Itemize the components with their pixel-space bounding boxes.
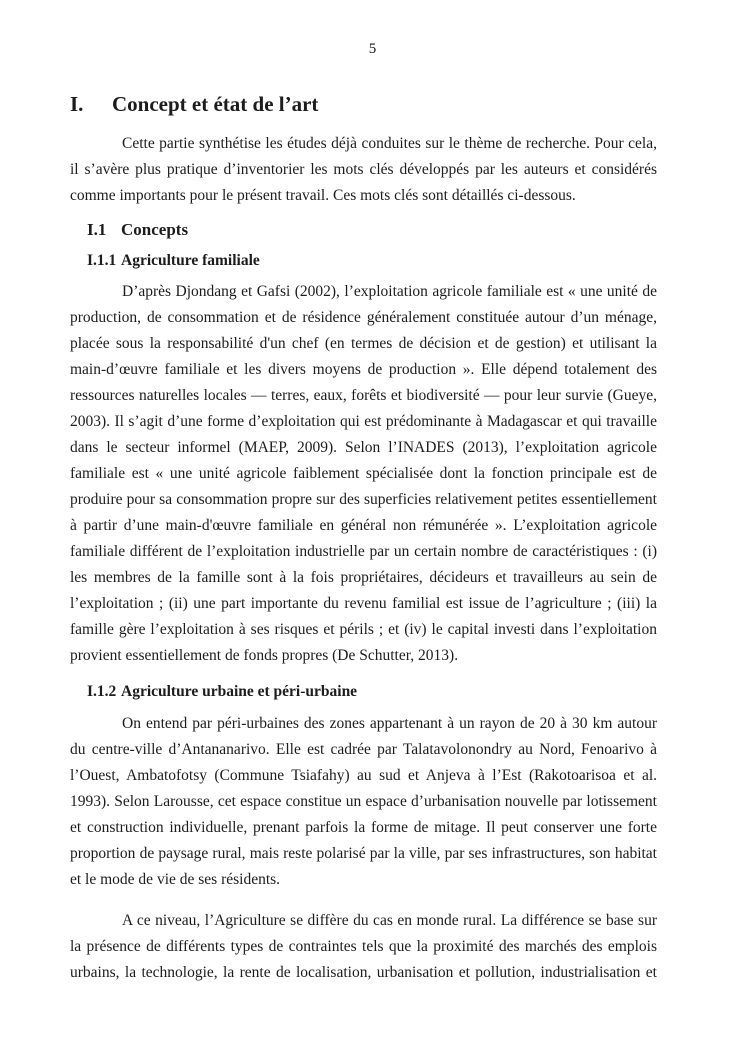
page-number: 5: [368, 41, 377, 57]
chapter-number: I.: [70, 92, 84, 116]
subsection-title: Agriculture urbaine et péri-urbaine: [121, 683, 358, 700]
chapter-title: Concept et état de l’art: [112, 92, 319, 116]
subsection-title: Agriculture familiale: [121, 252, 260, 269]
intro-paragraph: Cette partie synthétise les études déjà conduites sur le thème de recherche. Pour cela, il s’avère plus pratique d’inventorier les mots clés développés par les auteurs et considérés comme importants pour le présent travail. Ces mots clés sont détaillés ci-dessous.: [70, 135, 657, 204]
section-number: I.1: [87, 220, 107, 239]
body-paragraph-peri-urbaine: On entend par péri-urbaines des zones appartenant à un rayon de 20 à 30 km autour du centre-ville d’Antananarivo. Elle est cadrée par Talatavolonondry au Nord, Fenoarivo à l’Ouest, Ambatofotsy (Commune Tsiafahy) au sud et Anjeva à l’Est (Rakotoarisoa et al. 1993). Selon Larousse, cet espace constitue un espace d’urbanisation nouvelle par lotissement et construction individuelle, prenant parfois la forme de mitage. Il peut conserver une forte proportion de paysage rural, mais reste polarisé par la ville, par ses infrastructures, son habitat et le mode de vie de ses résidents.: [70, 715, 657, 888]
chapter-heading: [70, 92, 657, 117]
section-heading: [87, 219, 657, 241]
body-paragraph-difference: A ce niveau, l’Agriculture se diffère du cas en monde rural. La différence se base sur la présence de différents types de contraintes tels que la proximité des marchés des emplois urbains, la technologie, la rente de localisation, urbanisation et pollution, industrialisation et: [70, 912, 657, 981]
subsection-heading-2: [87, 682, 657, 702]
subsection-number: I.1.2: [87, 683, 117, 700]
body-paragraph-agriculture-familiale: D’après Djondang et Gafsi (2002), l’exploitation agricole familiale est « une unité de production, de consommation et de résidence généralement constituée autour d’un ménage, placée sous la responsabilité d'un chef (en termes de décision et de gestion) et utilisant la main-d’œuvre familiale et les divers moyens de production ». Elle dépend totalement des ressources naturelles locales — terres, eaux, forêts et biodiversité — pour leur survie (Gueye, 2003). Il s’agit d’une forme d’exploitation qui est prédominante à Madagascar et qui travaille dans le secteur informel (MAEP, 2009). Selon l’INADES (2013), l’exploitation agricole familiale est « une unité agricole faiblement spécialisée dont la fonction principale est de produire pour sa consommation propre sur des superficies relativement petites essentiellement à partir d’une main-d'œuvre familiale en général non rémunérée ». L’exploitation agricole familiale différent de l’exploitation industrielle par un certain nombre de caractéristiques : (i) les membres de la famille sont à la fois propriétaires, décideurs et travailleurs au sein de l’exploitation ; (ii) une part importante du revenu familial est issue de l’agriculture ; (iii) la famille gère l’exploitation à ses risques et périls ; et (iv) le capital investi dans l’exploitation provient essentiellement de fonds propres (De Schutter, 2013).: [70, 283, 657, 664]
page-content: [0, 92, 745, 986]
subsection-number: I.1.1: [87, 252, 117, 269]
section-title: Concepts: [121, 220, 189, 239]
subsection-heading-1: [87, 251, 657, 271]
